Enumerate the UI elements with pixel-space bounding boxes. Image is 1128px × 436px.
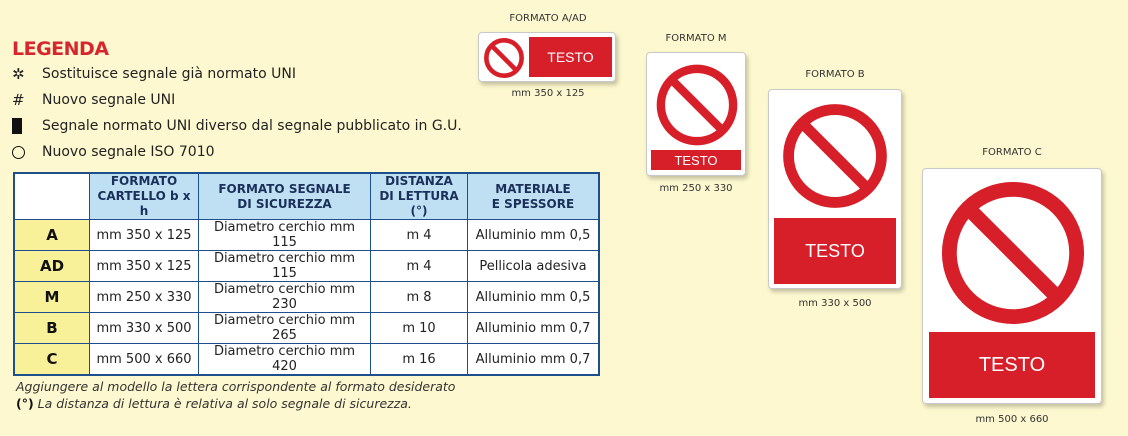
footnotes — [16, 378, 455, 412]
legend-item-replaces-uni — [12, 64, 296, 84]
sign-b-text-panel: TESTO — [774, 218, 896, 284]
legend-item-iso-7010 — [12, 142, 215, 162]
table-row — [14, 282, 599, 313]
segnale-size-cell: Diametro cerchio mm 265 — [199, 313, 371, 344]
reading-distance-cell: m 8 — [371, 282, 468, 313]
degree-mark: (°) — [16, 396, 34, 411]
footnote-reading-distance — [16, 395, 455, 412]
table-corner-cell — [14, 173, 90, 220]
sign-ad-size: mm 350 x 125 — [511, 88, 585, 99]
sign-ad-text-panel: TESTO — [529, 37, 612, 77]
sign-m-text-panel: TESTO — [651, 150, 741, 170]
reading-distance-cell: m 16 — [371, 344, 468, 376]
prohibition-icon — [483, 37, 525, 79]
segnale-size-cell: Diametro cerchio mm 115 — [199, 251, 371, 282]
table-row — [14, 344, 599, 376]
table-row — [14, 313, 599, 344]
sign-c-text-panel: TESTO — [929, 332, 1095, 398]
asterisk-icon: ✲ — [12, 65, 25, 83]
black-block-icon — [12, 118, 22, 134]
material-cell: Alluminio mm 0,5 — [468, 282, 600, 313]
footnote-format-letter: Aggiungere al modello la lettera corrispondente al formato desiderato — [16, 379, 456, 394]
cartello-size-cell: mm 330 x 500 — [90, 313, 199, 344]
prohibition-icon — [939, 179, 1087, 327]
sign-c-title: FORMATO C — [982, 147, 1042, 158]
format-code-cell: M — [14, 282, 90, 313]
sign-ad-title: FORMATO A/AD — [509, 13, 587, 24]
circle-icon — [12, 146, 25, 159]
material-cell: Alluminio mm 0,7 — [468, 344, 600, 376]
material-cell: Alluminio mm 0,5 — [468, 220, 600, 251]
header-formato-segnale: FORMATO SEGNALE DI SICUREZZA — [199, 173, 371, 220]
legend-title: LEGENDA — [12, 38, 109, 60]
prohibition-icon — [655, 63, 739, 147]
format-code-cell: A — [14, 220, 90, 251]
header-materiale-spessore: MATERIALE E SPESSORE — [468, 173, 600, 220]
format-code-cell: B — [14, 313, 90, 344]
prohibition-icon — [781, 102, 889, 210]
cartello-size-cell: mm 500 x 660 — [90, 344, 199, 376]
header-formato-cartello: FORMATO CARTELLO b x h — [90, 173, 199, 220]
sign-m-size: mm 250 x 330 — [659, 183, 733, 194]
legend-item-label: Nuovo segnale ISO 7010 — [42, 144, 215, 160]
format-code-cell: AD — [14, 251, 90, 282]
hash-icon: # — [12, 91, 25, 109]
segnale-size-cell: Diametro cerchio mm 115 — [199, 220, 371, 251]
legend-item-label: Nuovo segnale UNI — [42, 92, 176, 108]
sign-format-c — [922, 168, 1102, 404]
sign-c-size: mm 500 x 660 — [975, 414, 1049, 425]
sign-b-title: FORMATO B — [805, 69, 865, 80]
header-distanza-lettura: DISTANZA DI LETTURA (°) — [371, 173, 468, 220]
footnote-text: La distanza di lettura è relativa al solo segnale di sicurezza. — [37, 396, 412, 411]
sign-format-b — [768, 89, 902, 289]
material-cell: Alluminio mm 0,7 — [468, 313, 600, 344]
legend-item-label: Sostituisce segnale già normato UNI — [42, 66, 296, 82]
reading-distance-cell: m 4 — [371, 220, 468, 251]
table-row — [14, 251, 599, 282]
segnale-size-cell: Diametro cerchio mm 230 — [199, 282, 371, 313]
legend-item-new-uni — [12, 90, 175, 110]
format-spec-table — [13, 172, 600, 376]
cartello-size-cell: mm 350 x 125 — [90, 251, 199, 282]
cartello-size-cell: mm 250 x 330 — [90, 282, 199, 313]
table-header-row — [14, 173, 599, 220]
legend-item-uni-different — [12, 116, 462, 136]
cartello-size-cell: mm 350 x 125 — [90, 220, 199, 251]
sign-format-ad — [478, 32, 616, 82]
sign-b-size: mm 330 x 500 — [798, 298, 872, 309]
sign-format-m — [646, 52, 746, 176]
segnale-size-cell: Diametro cerchio mm 420 — [199, 344, 371, 376]
table-row — [14, 220, 599, 251]
legend-item-label: Segnale normato UNI diverso dal segnale pubblicato in G.U. — [42, 118, 462, 134]
format-code-cell: C — [14, 344, 90, 376]
reading-distance-cell: m 4 — [371, 251, 468, 282]
reading-distance-cell: m 10 — [371, 313, 468, 344]
sign-m-title: FORMATO M — [665, 33, 727, 44]
material-cell: Pellicola adesiva — [468, 251, 600, 282]
